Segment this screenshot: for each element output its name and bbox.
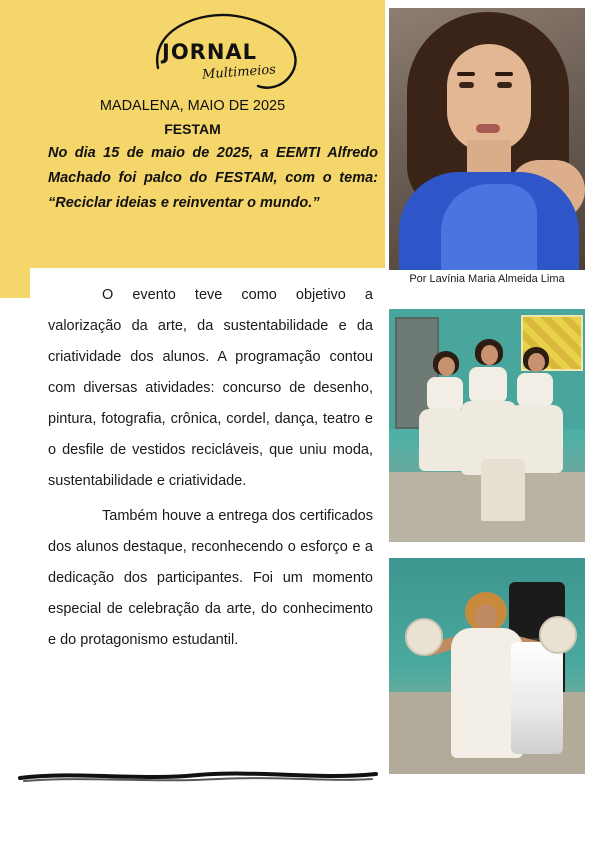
author-portrait-photo [389,8,585,270]
dress-parade-photo [389,309,585,542]
banner-left-tab [0,268,30,298]
masthead [140,10,320,90]
section-title: FESTAM [164,121,221,137]
body-paragraph: Também houve a entrega dos certificados dos alunos destaque, reconhecendo o esforço e a dedicação dos participantes. Foi um momento especial de celebração da arte, do conhecimento e do protagonismo estudantil. [48,508,373,648]
performer-photo [389,558,585,774]
issue-line: MADALENA, MAIO DE 2025 [99,98,286,114]
bottom-brush-rule [18,768,378,784]
article-body [48,280,373,660]
lead-paragraph: No dia 15 de maio de 2025, a EEMTI Alfredo Machado foi palco do FESTAM, com o tema: “Reciclar ideias e reinventar o mundo.” [48,145,378,211]
photo-credit: Por Lavínia Maria Almeida Lima [409,273,565,285]
masthead-title: JORNAL [162,40,258,64]
body-paragraph: O evento teve como objetivo a valorização da arte, da sustentabilidade e da criatividade dos alunos. A programação contou com diversas atividades: concurso de desenho, pintura, fotografia, crônica, cordel, dança, teatro e o desfile de vestidos recicláveis, que uniu moda, sustentabilidade e criatividade. [48,287,373,489]
masthead-subtitle: Multimeios [201,62,277,83]
